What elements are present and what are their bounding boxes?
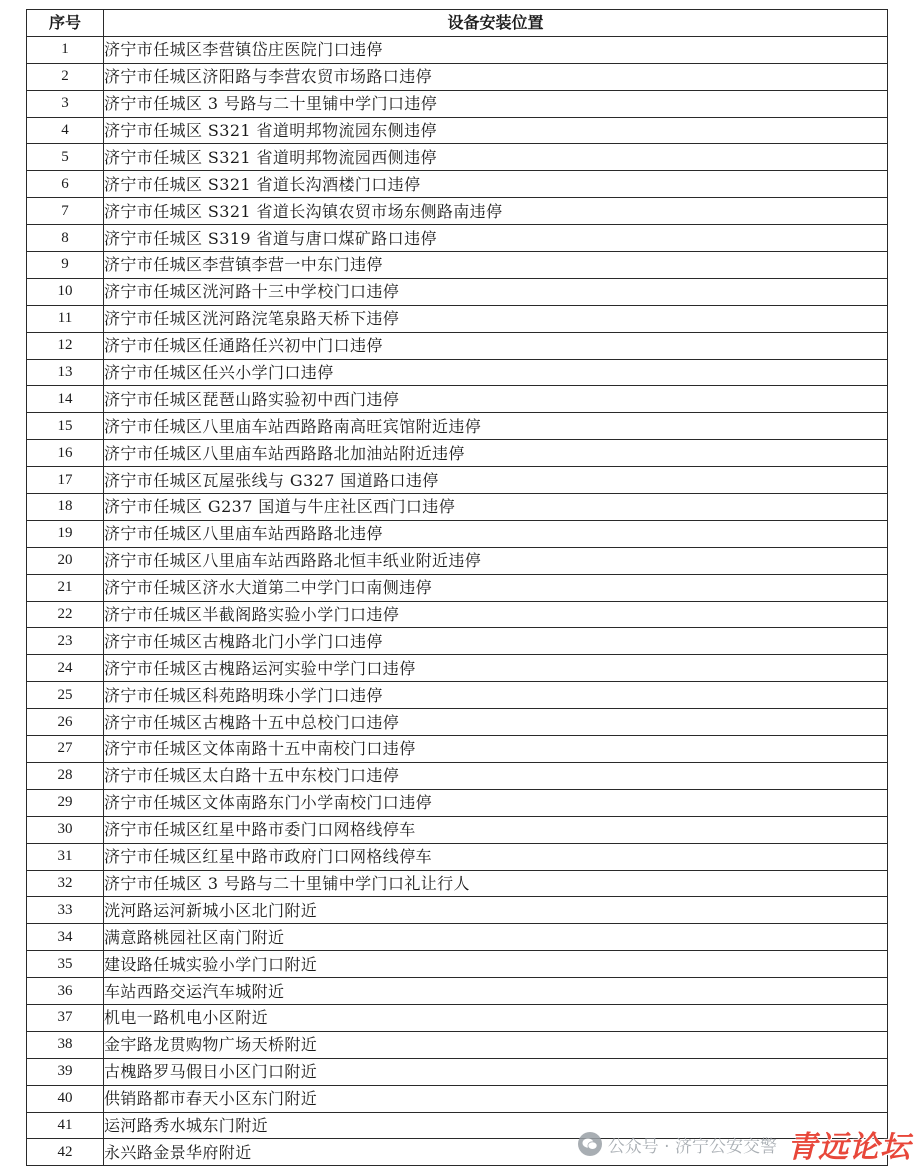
row-number: 35 [27, 951, 104, 978]
row-number: 16 [27, 440, 104, 467]
table-row [27, 655, 888, 682]
table-row [27, 198, 888, 225]
table-row [27, 278, 888, 305]
table-row [27, 601, 888, 628]
table-row [27, 467, 888, 494]
install-location-table [26, 9, 888, 1166]
table-row [27, 386, 888, 413]
row-number: 40 [27, 1085, 104, 1112]
row-number: 14 [27, 386, 104, 413]
row-location: 济宁市任城区 3 号路与二十里铺中学门口违停 [104, 90, 888, 117]
row-location: 供销路都市春天小区东门附近 [104, 1085, 888, 1112]
row-number: 2 [27, 63, 104, 90]
header-location: 设备安装位置 [104, 10, 888, 37]
table-row [27, 1031, 888, 1058]
row-location: 济宁市任城区半截阁路实验小学门口违停 [104, 601, 888, 628]
watermark-account: 公众号 · 济宁公安交警 [607, 1136, 777, 1157]
row-number: 10 [27, 278, 104, 305]
table-header-row [27, 10, 888, 37]
row-location: 济宁市任城区 S321 省道明邦物流园东侧违停 [104, 117, 888, 144]
table-row [27, 897, 888, 924]
row-number: 1 [27, 36, 104, 63]
row-location: 车站西路交运汽车城附近 [104, 978, 888, 1005]
row-number: 24 [27, 655, 104, 682]
table-row [27, 924, 888, 951]
row-number: 39 [27, 1058, 104, 1085]
table-row [27, 332, 888, 359]
row-number: 37 [27, 1004, 104, 1031]
row-number: 34 [27, 924, 104, 951]
row-number: 3 [27, 90, 104, 117]
row-location: 济宁市任城区瓦屋张线与 G327 国道路口违停 [104, 467, 888, 494]
row-number: 25 [27, 682, 104, 709]
row-number: 15 [27, 413, 104, 440]
row-location: 济宁市任城区红星中路市委门口网格线停车 [104, 816, 888, 843]
row-location: 济宁市任城区任通路任兴初中门口违停 [104, 332, 888, 359]
table-row [27, 1112, 888, 1139]
row-location: 济宁市任城区李营镇李营一中东门违停 [104, 252, 888, 279]
table-row [27, 90, 888, 117]
row-location: 济宁市任城区任兴小学门口违停 [104, 359, 888, 386]
watermark-logo: 青远论坛 [787, 1130, 911, 1165]
row-number: 7 [27, 198, 104, 225]
row-location: 济宁市任城区琵琶山路实验初中西门违停 [104, 386, 888, 413]
row-number: 29 [27, 789, 104, 816]
row-location: 济宁市任城区 S321 省道明邦物流园西侧违停 [104, 144, 888, 171]
row-location: 济宁市任城区济阳路与李营农贸市场路口违停 [104, 63, 888, 90]
row-location: 济宁市任城区 S319 省道与唐口煤矿路口违停 [104, 225, 888, 252]
row-number: 13 [27, 359, 104, 386]
row-location: 济宁市任城区 G237 国道与牛庄社区西门口违停 [104, 494, 888, 521]
row-number: 20 [27, 547, 104, 574]
row-location: 济宁市任城区红星中路市政府门口网格线停车 [104, 843, 888, 870]
row-location: 建设路任城实验小学门口附近 [104, 951, 888, 978]
row-location: 机电一路机电小区附近 [104, 1004, 888, 1031]
row-location: 济宁市任城区八里庙车站西路路北违停 [104, 520, 888, 547]
table-row [27, 978, 888, 1005]
row-location: 济宁市任城区科苑路明珠小学门口违停 [104, 682, 888, 709]
row-location: 济宁市任城区洸河路浣笔泉路天桥下违停 [104, 305, 888, 332]
table-body [27, 36, 888, 1165]
row-number: 18 [27, 494, 104, 521]
table-row [27, 628, 888, 655]
table-row [27, 574, 888, 601]
table-row [27, 736, 888, 763]
table-row [27, 547, 888, 574]
row-location: 济宁市任城区八里庙车站西路路南高旺宾馆附近违停 [104, 413, 888, 440]
table-row [27, 1058, 888, 1085]
table-row [27, 252, 888, 279]
row-number: 36 [27, 978, 104, 1005]
row-number: 19 [27, 520, 104, 547]
row-location: 济宁市任城区济水大道第二中学门口南侧违停 [104, 574, 888, 601]
row-location: 运河路秀水城东门附近 [104, 1112, 888, 1139]
table-row [27, 305, 888, 332]
row-location: 洸河路运河新城小区北门附近 [104, 897, 888, 924]
row-number: 31 [27, 843, 104, 870]
row-number: 30 [27, 816, 104, 843]
row-number: 11 [27, 305, 104, 332]
table-row [27, 762, 888, 789]
row-location: 济宁市任城区 3 号路与二十里铺中学门口礼让行人 [104, 870, 888, 897]
row-location: 济宁市任城区古槐路运河实验中学门口违停 [104, 655, 888, 682]
row-number: 23 [27, 628, 104, 655]
row-number: 42 [27, 1139, 104, 1166]
row-number: 41 [27, 1112, 104, 1139]
row-number: 21 [27, 574, 104, 601]
table-row [27, 63, 888, 90]
row-number: 26 [27, 709, 104, 736]
row-location: 济宁市任城区文体南路十五中南校门口违停 [104, 736, 888, 763]
row-number: 27 [27, 736, 104, 763]
table-row [27, 682, 888, 709]
table-row [27, 36, 888, 63]
row-location: 金宇路龙贯购物广场天桥附近 [104, 1031, 888, 1058]
row-number: 22 [27, 601, 104, 628]
table-row [27, 870, 888, 897]
row-location: 济宁市任城区古槐路北门小学门口违停 [104, 628, 888, 655]
table-row [27, 359, 888, 386]
table-row [27, 789, 888, 816]
table-row [27, 709, 888, 736]
row-number: 33 [27, 897, 104, 924]
table-row [27, 440, 888, 467]
row-number: 9 [27, 252, 104, 279]
row-location: 济宁市任城区洸河路十三中学校门口违停 [104, 278, 888, 305]
header-num: 序号 [27, 10, 104, 37]
row-number: 28 [27, 762, 104, 789]
row-location: 济宁市任城区 S321 省道长沟酒楼门口违停 [104, 171, 888, 198]
row-location: 满意路桃园社区南门附近 [104, 924, 888, 951]
row-location: 济宁市任城区李营镇岱庄医院门口违停 [104, 36, 888, 63]
row-location: 济宁市任城区八里庙车站西路路北加油站附近违停 [104, 440, 888, 467]
table-row [27, 520, 888, 547]
row-location: 济宁市任城区太白路十五中东校门口违停 [104, 762, 888, 789]
row-number: 12 [27, 332, 104, 359]
document-sheet [26, 9, 887, 1166]
table-row [27, 843, 888, 870]
table-row [27, 816, 888, 843]
row-number: 17 [27, 467, 104, 494]
table-row [27, 494, 888, 521]
row-number: 5 [27, 144, 104, 171]
row-number: 32 [27, 870, 104, 897]
table-row [27, 413, 888, 440]
table-row [27, 1004, 888, 1031]
row-location: 济宁市任城区八里庙车站西路路北恒丰纸业附近违停 [104, 547, 888, 574]
table-row [27, 117, 888, 144]
table-row [27, 171, 888, 198]
table-row [27, 1085, 888, 1112]
row-number: 4 [27, 117, 104, 144]
row-location: 济宁市任城区文体南路东门小学南校门口违停 [104, 789, 888, 816]
row-location: 济宁市任城区 S321 省道长沟镇农贸市场东侧路南违停 [104, 198, 888, 225]
table-row [27, 1139, 888, 1166]
row-number: 38 [27, 1031, 104, 1058]
row-location: 古槐路罗马假日小区门口附近 [104, 1058, 888, 1085]
table-row [27, 951, 888, 978]
table-row [27, 144, 888, 171]
row-number: 8 [27, 225, 104, 252]
table-row [27, 225, 888, 252]
row-location: 济宁市任城区古槐路十五中总校门口违停 [104, 709, 888, 736]
row-number: 6 [27, 171, 104, 198]
row-location: 永兴路金景华府附近 [104, 1139, 888, 1166]
